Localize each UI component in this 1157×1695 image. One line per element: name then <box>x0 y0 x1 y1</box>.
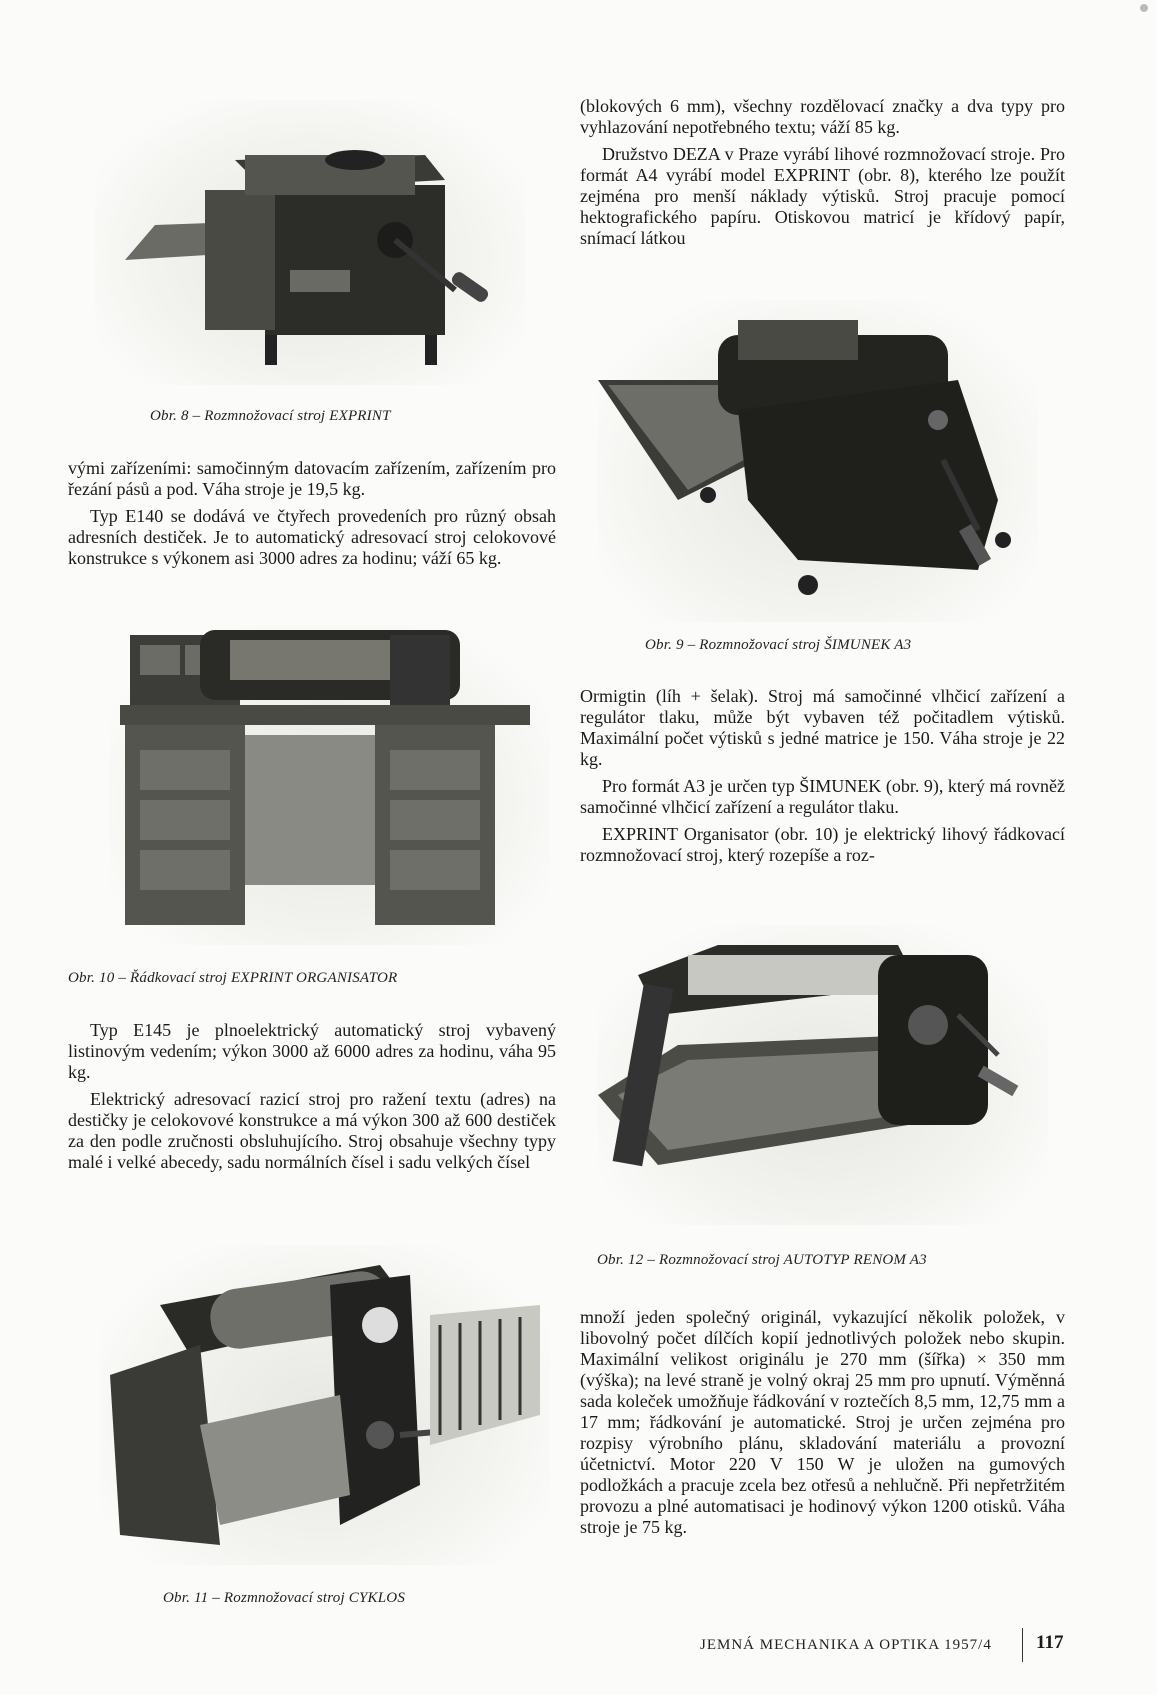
figure-11-caption: Obr. 11 – Rozmnožovací stroj CYKLOS <box>163 1590 406 1606</box>
paragraph: Elektrický adresovací razicí stroj pro ražení textu (adres) na destičky je celokovové konstrukce a má výkon 300 až 600 destiček za den podle zručnosti obsluhujícího. Stroj obsahuje všechny typy malé i velké abecedy, sadu normálních čísel i sadu velkých čísel <box>68 1089 556 1172</box>
paragraph: Pro formát A3 je určen typ ŠIMUNEK (obr. 9), který má rovněž samočinné vlhčicí zařízení a regulátor tlaku. <box>580 776 1065 817</box>
figure-12-photo <box>598 925 1048 1225</box>
journal-footer: JEMNÁ MECHANIKA A OPTIKA 1957/4 <box>700 1637 992 1653</box>
figure-9-photo <box>598 300 1038 622</box>
paragraph: Typ E145 je plnoelektrický automatický stroj vybavený listinovým vedením; výkon 3000 až 6000 adres za hodinu, váha 95 kg. <box>68 1020 556 1082</box>
drum-machine-icon <box>598 925 1048 1225</box>
text-left-lower <box>68 1020 556 1179</box>
text-right-top <box>580 96 1065 255</box>
desk-machine-icon <box>110 625 550 945</box>
drum-machine-icon <box>100 1245 550 1565</box>
paragraph: Družstvo DEZA v Praze vyrábí lihové rozmnožovací stroje. Pro formát A4 vyrábí model EXPRINT (obr. 8), kterého lze použít zejména pro menší náklady výtisků. Stroj pracuje pomocí hektografického papíru. Otiskovou matricí je křídový papír, snímací látkou <box>580 144 1065 248</box>
text-right-bottom <box>580 1307 1065 1544</box>
footer-divider <box>1022 1628 1023 1662</box>
paragraph: Typ E140 se dodává ve čtyřech provedeních pro různý obsah adresních destiček. Je to automatický adresovací stroj celokovové konstrukce s výkonem asi 3000 adres za hodinu; váží 65 kg. <box>68 506 556 568</box>
paragraph: (blokových 6 mm), všechny rozdělovací značky a dva typy pro vyhlazování nepotřebného textu; váží 85 kg. <box>580 96 1065 137</box>
scan-smudge <box>1140 4 1148 12</box>
figure-8-caption: Obr. 8 – Rozmnožovací stroj EXPRINT <box>150 408 391 424</box>
paragraph: množí jeden společný originál, vykazující několik položek, v libovolný počet dílčích kopií jednotlivých položek nebo skupin. Maximální velikost originálu je 270 mm (šířka) × 350 mm (výška); na levé straně je volný okraj 25 mm pro upnutí. Výměnná sada koleček umožňuje řádkování v roztečích 8,5 mm, 12,75 mm a 17 mm; řádkování je automatické. Stroj je určen zejména pro rozpisy výrobního plánu, skladování materiálu a provozní účetnictví. Motor 220 V 150 W je uložen na gumových podložkách a pracuje zcela bez otřesů a nehlučně. Při nepřetržitém provozu a plné automatisaci je hodinový výkon 1200 otisků. Váha stroje je 75 kg. <box>580 1307 1065 1537</box>
page-number: 117 <box>1036 1632 1064 1653</box>
paragraph: Ormigtin (líh + šelak). Stroj má samočinné vlhčicí zařízení a regulátor tlaku, může být vybaven též počitadlem výtisků. Maximální počet výtisků s jedné matrice je 150. Váha stroje je 22 kg. <box>580 686 1065 769</box>
paragraph: EXPRINT Organisator (obr. 10) je elektrický lihový řádkovací rozmnožovací stroj, který rozepíše a roz- <box>580 824 1065 865</box>
duplicator-machine-icon <box>95 100 525 385</box>
text-right-mid <box>580 686 1065 872</box>
text-left-mid <box>68 458 556 575</box>
figure-9-caption: Obr. 9 – Rozmnožovací stroj ŠIMUNEK A3 <box>645 637 912 653</box>
figure-8-photo <box>95 100 525 385</box>
figure-10-photo <box>110 625 550 945</box>
duplicator-machine-icon <box>598 300 1038 622</box>
figure-11-photo <box>100 1245 550 1565</box>
paragraph: vými zařízeními: samočinným datovacím zařízením, zařízením pro řezání pásů a pod. Váha stroje je 19,5 kg. <box>68 458 556 499</box>
figure-12-caption: Obr. 12 – Rozmnožovací stroj AUTOTYP RENOM A3 <box>597 1252 927 1268</box>
figure-10-caption: Obr. 10 – Řádkovací stroj EXPRINT ORGANISATOR <box>68 970 398 986</box>
